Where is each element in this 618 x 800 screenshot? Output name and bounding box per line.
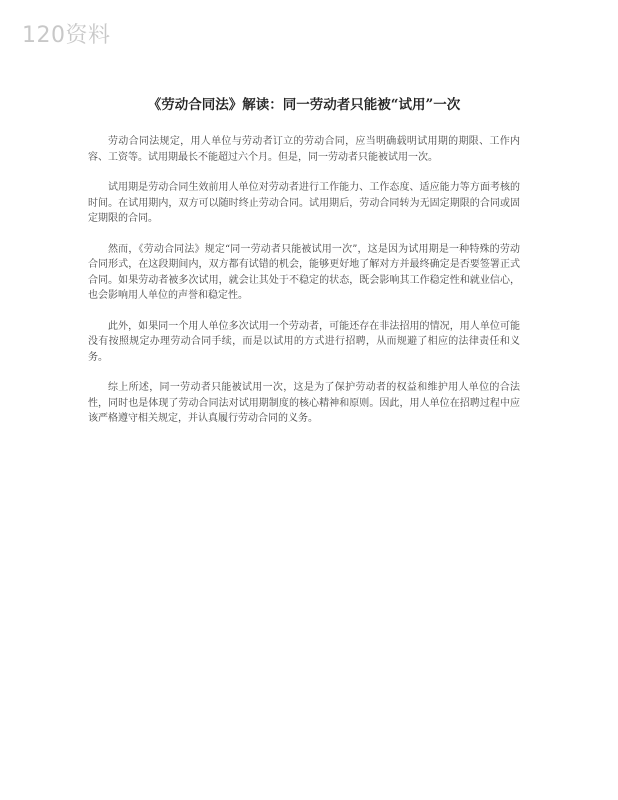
paragraph-1: 劳动合同法规定，用人单位与劳动者订立的劳动合同，应当明确载明试用期的期限、工作内容、工资等。试用期最长不能超过六个月。但是，同一劳动者只能被试用一次。 xyxy=(88,136,520,163)
paragraph-4: 此外，如果同一个用人单位多次试用一个劳动者，可能还存在非法招用的情况，用人单位可能没有按照规定办理劳动合同手续，而是以试用的方式进行招聘，从而规避了相应的法律责任和义务。 xyxy=(88,320,520,363)
document-page xyxy=(88,96,520,442)
paragraph-3: 然而，《劳动合同法》规定“同一劳动者只能被试用一次”，这是因为试用期是一种特殊的劳动合同形式，在这段期间内，双方都有试错的机会，能够更好地了解对方并最终确定是否要签署正式合同。如果劳动者被多次试用，就会让其处于不稳定的状态，既会影响其工作稳定性和就业信心，也会影响用人单位的声誉和稳定性。 xyxy=(88,243,520,301)
watermark-logo: 120资料 xyxy=(22,23,111,48)
document-title: 《劳动合同法》解读：同一劳动者只能被“试用”一次 xyxy=(147,97,461,113)
paragraph-2: 试用期是劳动合同生效前用人单位对劳动者进行工作能力、工作态度、适应能力等方面考核的时间。在试用期内，双方可以随时终止劳动合同。试用期后，劳动合同转为无固定期限的合同或固定期限的合同。 xyxy=(88,182,520,224)
paragraph-5: 综上所述，同一劳动者只能被试用一次，这是为了保护劳动者的权益和维护用人单位的合法性，同时也是体现了劳动合同法对试用期制度的核心精神和原则。因此，用人单位在招聘过程中应该严格遵守相关规定，并认真履行劳动合同的义务。 xyxy=(88,382,520,424)
